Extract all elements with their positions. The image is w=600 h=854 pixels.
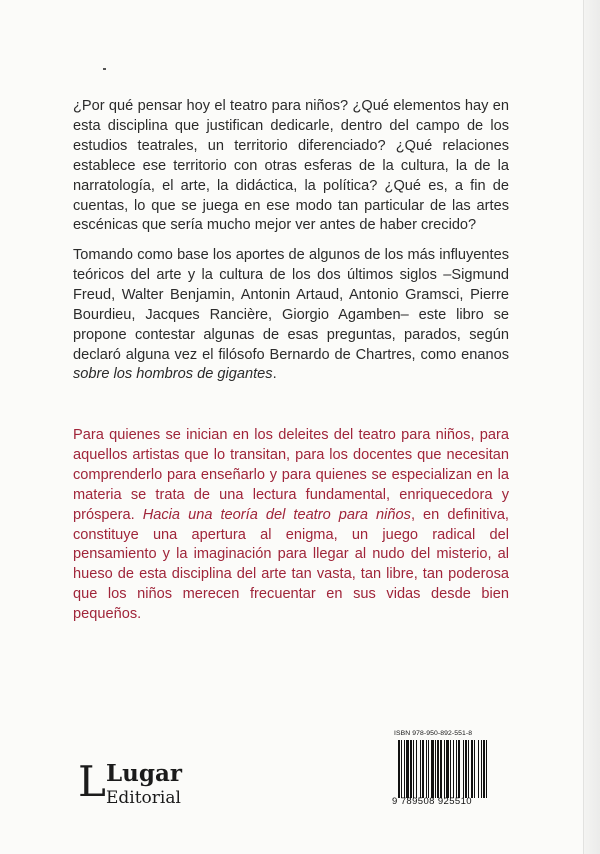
back-cover-paragraph-1 <box>73 97 509 236</box>
back-cover-blurb <box>73 426 509 625</box>
blurb-text-before: Para quienes se inician en los deleites del teatro para niños, para aquellos artistas que lo transitan, para los docentes que necesitan comprenderlo para enseñarlo y para quienes se especializan en la materia se trata de una lectura fundamental, enriquecedora y próspera. <box>73 427 509 523</box>
blurb-book-title: Hacia una teoría del teatro para niños <box>142 506 411 523</box>
paragraph-2-italic: sobre los hombros de gigantes <box>73 366 273 383</box>
page-edge <box>583 0 600 854</box>
paragraph-1-text: ¿Por qué pensar hoy el teatro para niños? ¿Qué elementos hay en esta disciplina que justifican dedicarle, dentro del campo de los estudios teatrales, un territorio diferenciado? ¿Qué relaciones establece ese territorio con otras esferas de la cultura, la de la narratología, el arte, la didáctica, la política? ¿Qué es, a fin de cuentas, lo que se juega en ese modo tan particular de las artes escénicas que sería mucho mejor ver antes de haber crecido? <box>73 98 509 234</box>
publisher-mark-icon: L <box>78 757 106 806</box>
publisher-name-line1: Lugar <box>106 760 182 787</box>
barcode-icon <box>398 740 518 798</box>
barcode-digits: 9 789508 925510 <box>392 796 472 807</box>
isbn-barcode <box>392 730 520 810</box>
back-cover-paragraph-2 <box>73 246 509 385</box>
paragraph-2-text-after: . <box>272 366 277 383</box>
print-speck <box>103 68 106 70</box>
paragraph-2-text-before: Tomando como base los aportes de algunos de los más influyentes teóricos del arte y la cultura de los dos últimos siglos –Sigmund Freud, Walter Benjamin, Antonin Artaud, Antonio Gramsci, Pierre Bourdieu, Jacques Rancière, Giorgio Agamben– este libro se propone contestar algunas de esas preguntas, parados, según declaró alguna vez el filósofo Bernardo de Chartres, como enanos <box>73 247 509 363</box>
publisher-name-line2: Editorial <box>106 788 181 808</box>
publisher-logo <box>78 757 198 810</box>
isbn-label: ISBN 978-950-892-551-8 <box>394 730 473 737</box>
blurb-text-after: , en definitiva, constituye una apertura al enigma, un juego radical del pensamiento y la imaginación para llegar al nudo del misterio, al hueso de esta disciplina del arte tan vasta, tan libre, tan poderosa que los niños merecen frecuentar en sus vidas desde bien pequeños. <box>73 506 509 623</box>
